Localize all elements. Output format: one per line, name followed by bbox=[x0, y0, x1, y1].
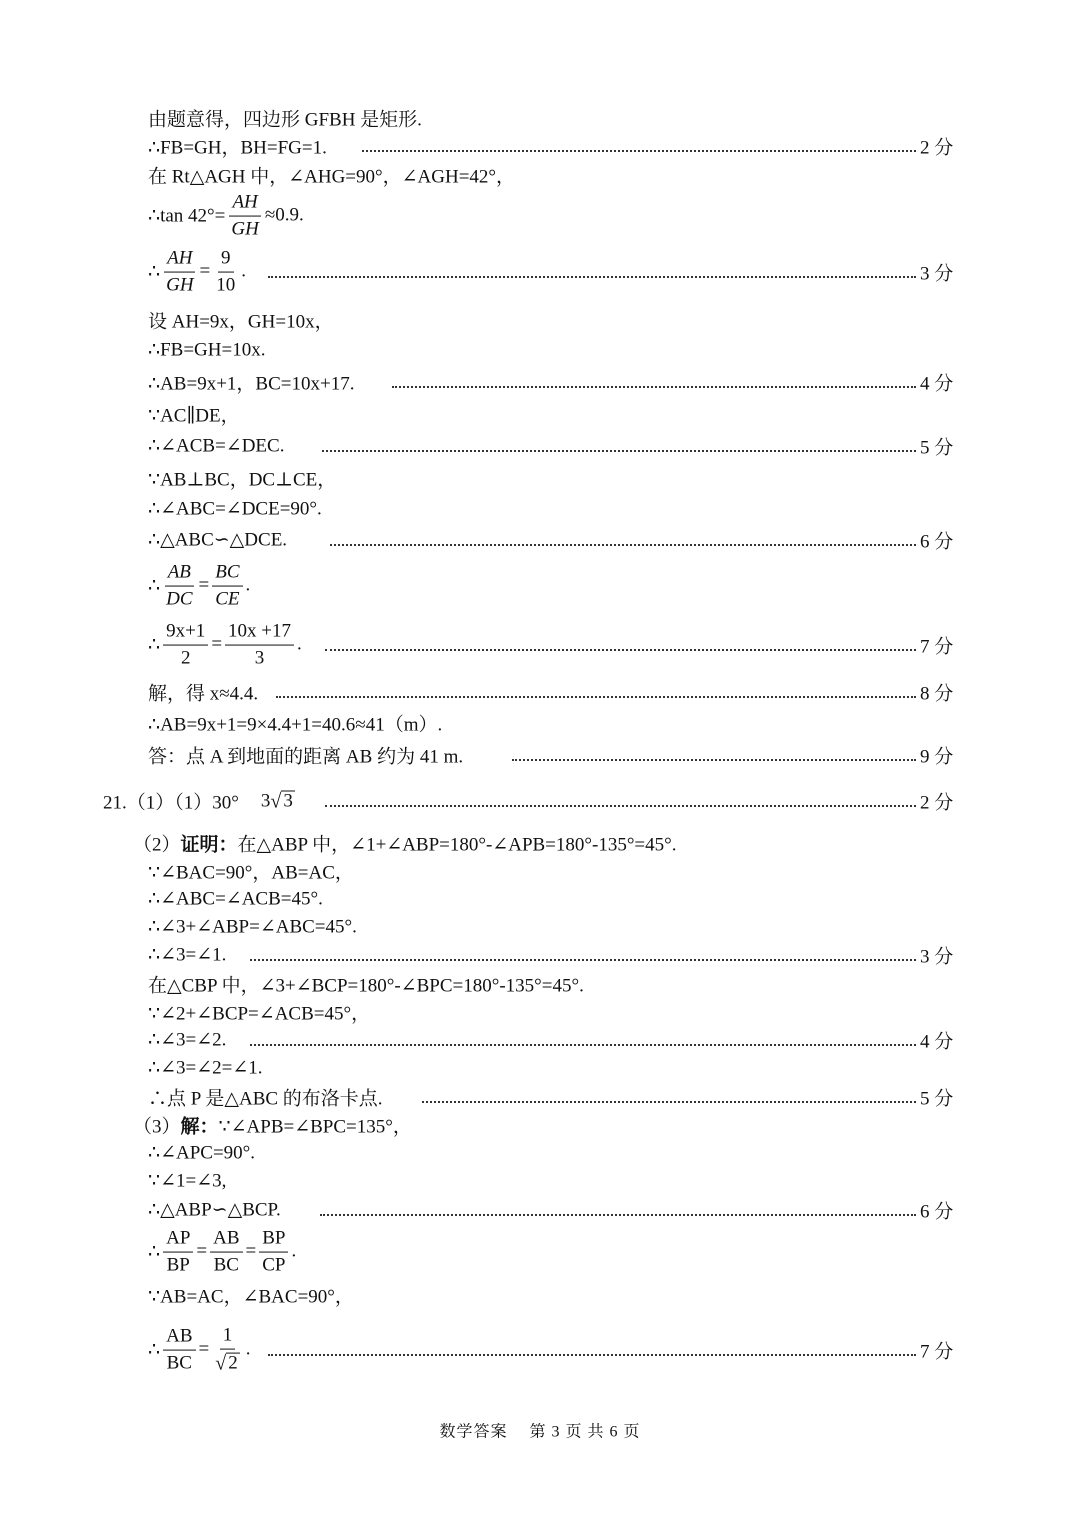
line-8 bbox=[148, 369, 354, 396]
line-34 bbox=[148, 1229, 296, 1276]
dot-leader bbox=[250, 1044, 916, 1046]
line-14 bbox=[148, 563, 250, 610]
text: . bbox=[245, 575, 251, 596]
line-25 bbox=[148, 971, 584, 998]
numerator: 9x+1 bbox=[163, 622, 208, 646]
radicand: 3 bbox=[283, 790, 293, 812]
denominator: DC bbox=[166, 588, 193, 610]
line-35 bbox=[148, 1282, 354, 1309]
score: 4 分 bbox=[920, 373, 954, 395]
denominator: CP bbox=[262, 1254, 286, 1276]
text: ∵AC∥DE， bbox=[148, 405, 240, 427]
line-7 bbox=[148, 339, 265, 362]
text: ∴FB=GH=10x. bbox=[148, 339, 266, 361]
fraction bbox=[212, 563, 242, 610]
text: ∴ bbox=[148, 1241, 161, 1263]
line-22 bbox=[148, 888, 323, 911]
line-17 bbox=[148, 710, 442, 737]
text: ∴点 P 是△ABC 的布洛卡点. bbox=[148, 1088, 383, 1110]
dot-leader bbox=[325, 649, 916, 651]
text: 设 AH=9x，GH=10x， bbox=[148, 311, 334, 333]
text: 在△CBP 中，∠3+∠BCP=180°-∠BPC=180°-135°=45°. bbox=[148, 975, 584, 997]
text: ∵∠2+∠BCP=∠ACB=45°， bbox=[148, 1003, 371, 1025]
line-16 bbox=[148, 679, 258, 706]
radical-sign: √ bbox=[270, 790, 282, 813]
line-29 bbox=[148, 1084, 383, 1111]
line-5 bbox=[148, 249, 246, 296]
score: 2 分 bbox=[920, 137, 954, 159]
line-33 bbox=[148, 1199, 281, 1222]
line-23 bbox=[148, 916, 357, 939]
line-10 bbox=[148, 435, 284, 458]
text: ∴∠3=∠2=∠1. bbox=[148, 1057, 263, 1079]
text: ∵∠BAC=90°，AB=AC， bbox=[148, 862, 354, 884]
dot-leader bbox=[362, 150, 916, 152]
fraction bbox=[213, 249, 238, 296]
numerator: AH bbox=[229, 193, 260, 217]
text: ∵AB⊥BC，DC⊥CE， bbox=[148, 469, 337, 491]
text: ∵∠APB=∠BPC=135°， bbox=[218, 1116, 412, 1138]
dot-leader bbox=[512, 759, 916, 761]
score: 4 分 bbox=[920, 1031, 954, 1053]
score: 6 分 bbox=[920, 1201, 954, 1223]
text: ∴∠3+∠ABP=∠ABC=45°. bbox=[148, 916, 357, 938]
label-bold: 证明： bbox=[180, 834, 238, 856]
text: . bbox=[241, 261, 247, 282]
text: = bbox=[199, 261, 211, 282]
text: = bbox=[211, 634, 223, 655]
numerator: AB bbox=[165, 563, 194, 587]
line-31 bbox=[148, 1142, 255, 1165]
line-6 bbox=[148, 307, 334, 334]
line-32 bbox=[148, 1170, 226, 1193]
denominator bbox=[212, 1350, 242, 1375]
text: ∴∠ACB=∠DEC. bbox=[148, 435, 285, 457]
fraction bbox=[210, 1229, 242, 1276]
numerator: AB bbox=[210, 1229, 242, 1253]
denominator: BP bbox=[166, 1254, 190, 1276]
score: 2 分 bbox=[920, 792, 954, 814]
line-9 bbox=[148, 401, 240, 428]
line-2 bbox=[148, 133, 327, 160]
text: ∴△ABP∽△BCP. bbox=[148, 1199, 281, 1221]
text: . bbox=[291, 1241, 297, 1262]
dot-leader bbox=[422, 1101, 916, 1103]
denominator: GH bbox=[231, 218, 259, 240]
numerator: AB bbox=[163, 1327, 195, 1351]
text: ∴ bbox=[148, 575, 161, 597]
dot-leader bbox=[322, 450, 916, 452]
score: 3 分 bbox=[920, 946, 954, 968]
denominator: GH bbox=[166, 274, 194, 296]
score: 7 分 bbox=[920, 636, 954, 658]
denominator: CE bbox=[215, 588, 240, 610]
text: ∴AB=9x+1=9×4.4+1=40.6≈41（m）. bbox=[148, 714, 443, 736]
text: 解，得 x≈4.4. bbox=[148, 683, 259, 705]
line-24 bbox=[148, 944, 226, 967]
numerator: 1 bbox=[220, 1326, 236, 1350]
line-28 bbox=[148, 1057, 263, 1080]
text: ≈0.9. bbox=[264, 205, 304, 226]
text: = bbox=[198, 575, 210, 596]
label-bold: 解： bbox=[180, 1116, 219, 1138]
radical-sign: √ bbox=[215, 1352, 227, 1375]
line-26 bbox=[148, 999, 370, 1026]
radicand: 2 bbox=[228, 1352, 238, 1374]
line-20 bbox=[133, 830, 677, 857]
line-13 bbox=[148, 529, 287, 552]
fraction bbox=[163, 249, 196, 296]
fraction bbox=[163, 1229, 193, 1276]
fraction bbox=[228, 193, 261, 240]
dot-leader bbox=[268, 276, 916, 278]
score: 8 分 bbox=[920, 683, 954, 705]
score: 3 分 bbox=[920, 263, 954, 285]
numerator: 10x +17 bbox=[225, 622, 294, 646]
text: . bbox=[297, 634, 302, 655]
text: = bbox=[245, 1241, 257, 1262]
denominator: 2 bbox=[180, 647, 191, 669]
text: 在△ABP 中，∠1+∠ABP=180°-∠APB=180°-135°=45°. bbox=[237, 834, 677, 856]
dot-leader bbox=[276, 696, 916, 698]
numerator: BP bbox=[259, 1229, 288, 1253]
denominator: BC bbox=[166, 1352, 192, 1374]
line-18 bbox=[148, 742, 463, 769]
sqrt bbox=[215, 1353, 239, 1374]
text: . bbox=[245, 1339, 251, 1360]
text: ∴∠3=∠1. bbox=[148, 944, 227, 966]
fraction bbox=[225, 622, 294, 669]
line-36 bbox=[148, 1326, 250, 1375]
dot-leader bbox=[268, 1354, 916, 1356]
line-1 bbox=[148, 105, 422, 132]
numerator: AP bbox=[163, 1229, 193, 1253]
denominator: BC bbox=[213, 1254, 239, 1276]
text: 21.（1）（1）30° bbox=[103, 792, 239, 814]
text: ∵AB=AC，∠BAC=90°， bbox=[148, 1286, 354, 1308]
text: 在 Rt△AGH 中，∠AHG=90°，∠AGH=42°， bbox=[148, 166, 516, 188]
fraction bbox=[163, 1327, 195, 1374]
score: 5 分 bbox=[920, 437, 954, 459]
page-footer: 数学答案 第 3 页 共 6 页 bbox=[439, 1423, 641, 1441]
numerator: BC bbox=[212, 563, 242, 587]
text: 由题意得，四边形 GFBH 是矩形. bbox=[148, 109, 422, 131]
text: ∴∠3=∠2. bbox=[148, 1029, 227, 1051]
score: 7 分 bbox=[920, 1341, 954, 1363]
text: ∴ bbox=[148, 1339, 161, 1361]
text: ∴ bbox=[148, 634, 161, 656]
fraction bbox=[212, 1326, 242, 1375]
text: ∴tan 42°= bbox=[148, 205, 226, 227]
line-4 bbox=[148, 193, 304, 240]
line-19 bbox=[103, 788, 295, 815]
numerator: AH bbox=[164, 249, 195, 273]
text: ∴ bbox=[148, 261, 161, 283]
line-11 bbox=[148, 465, 336, 492]
sqrt bbox=[270, 791, 294, 812]
text: （3） bbox=[133, 1116, 181, 1138]
text: 3 bbox=[260, 790, 271, 811]
fraction bbox=[163, 563, 195, 610]
numerator: 9 bbox=[218, 249, 234, 273]
line-30 bbox=[133, 1112, 412, 1139]
fraction bbox=[259, 1229, 288, 1276]
line-15 bbox=[148, 622, 302, 669]
dot-leader bbox=[325, 805, 916, 807]
text: = bbox=[196, 1241, 208, 1262]
score: 6 分 bbox=[920, 531, 954, 553]
text: ∴∠ABC=∠ACB=45°. bbox=[148, 888, 323, 910]
dot-leader bbox=[392, 386, 916, 388]
line-3 bbox=[148, 162, 515, 189]
text: ∴△ABC∽△DCE. bbox=[148, 529, 288, 551]
denominator: 10 bbox=[216, 274, 236, 296]
line-12 bbox=[148, 498, 322, 521]
line-27 bbox=[148, 1029, 226, 1052]
dot-leader bbox=[320, 1214, 916, 1216]
dot-leader bbox=[250, 959, 916, 961]
denominator: 3 bbox=[254, 647, 265, 669]
text: = bbox=[198, 1339, 210, 1360]
text: （2） bbox=[133, 834, 181, 856]
score: 5 分 bbox=[920, 1088, 954, 1110]
text: ∴∠ABC=∠DCE=90°. bbox=[148, 498, 322, 520]
text: ∵∠1=∠3, bbox=[148, 1170, 227, 1192]
text: ∴∠APC=90°. bbox=[148, 1142, 256, 1164]
line-21 bbox=[148, 858, 354, 885]
text: 答：点 A 到地面的距离 AB 约为 41 m. bbox=[148, 746, 464, 768]
fraction bbox=[163, 622, 208, 669]
text: ∴FB=GH，BH=FG=1. bbox=[148, 137, 327, 159]
dot-leader bbox=[330, 544, 916, 546]
text: ∴AB=9x+1，BC=10x+17. bbox=[148, 373, 355, 395]
score: 9 分 bbox=[920, 746, 954, 768]
